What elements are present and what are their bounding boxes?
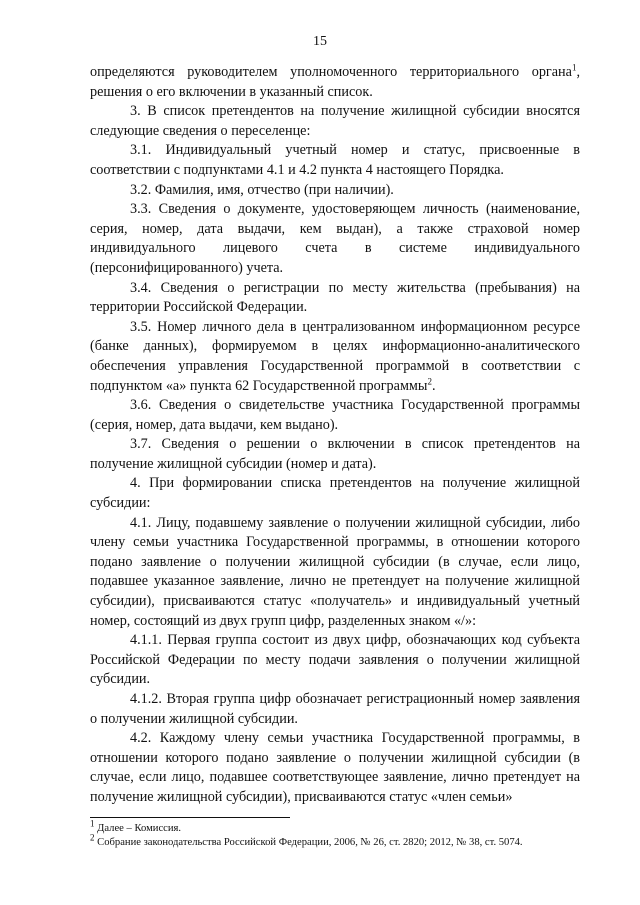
footnotes (90, 818, 580, 849)
paragraph-4-1: 4.1. Лицу, подавшему заявление о получении жилищной субсидии, либо члену семьи участника Государственной программы, в отношении которого подано заявление о получении жилищной субсидии (в случае, если лицо, подавшее указанное заявление, лично не претендует на получение жилищной субсидии), присваиваются статус «получатель» и индивидуальный учетный номер, состоящий из двух групп цифр, разделенных знаком «/»: (90, 514, 580, 629)
footnote-mark: 1 (90, 818, 95, 829)
paragraph-text: определяются руководителем уполномоченного территориального органа (90, 64, 572, 80)
paragraph-4-1-2: 4.1.2. Вторая группа цифр обозначает регистрационный номер заявления о получении жилищной субсидии. (90, 691, 580, 727)
paragraph-text: 3.5. Номер личного дела в централизованном информационном ресурсе (банке данных), формируемом в целях информационно-аналитического обеспечения управления Государственной программой в соответствии с подпунктом «а» пункта 62 Государственной программы (90, 318, 580, 394)
footnote-2 (90, 831, 580, 850)
footnote-text: Собрание законодательства Российской Федерации, 2006, № 26, ст. 2820; 2012, № 38, ст. 5074. (94, 836, 523, 848)
paragraph-4-1-1: 4.1.1. Первая группа состоит из двух цифр, обозначающих код субъекта Российской Федерации по месту подачи заявления о получении жилищной субсидии. (90, 632, 580, 688)
paragraph-3-3: 3.3. Сведения о документе, удостоверяющем личность (наименование, серия, номер, дата выдачи, кем выдан), а также страховой номер индивидуального лицевого счета в системе индивидуального (персонифицированного) учета. (90, 201, 580, 276)
paragraph-4-2: 4.2. Каждому члену семьи участника Государственной программы, в отношении которого подано заявление о получении жилищной субсидии (в случае, если лицо, подавшее соответствующее заявление, лично претендует на получение жилищной субсидии), присваиваются статус «член семьи» (90, 730, 580, 805)
paragraph-tail: , решения о его включении в указанный список. (90, 64, 580, 100)
paragraph-4: 4. При формировании списка претендентов на получение жилищной субсидии: (90, 475, 580, 512)
paragraph-3-2: 3.2. Фамилия, имя, отчество (при наличии). (130, 181, 394, 198)
paragraph-3-7: 3.7. Сведения о решении о включении в список претендентов на получение жилищной субсидии (номер и дата). (90, 436, 580, 472)
paragraph-tail: . (431, 377, 436, 394)
document-body (90, 63, 580, 808)
paragraph-continuation (90, 63, 580, 102)
paragraph-3: 3. В список претендентов на получение жилищной субсидии вносятся следующие сведения о переселенце: (90, 103, 580, 139)
paragraph-3-4: 3.4. Сведения о регистрации по месту жительства (пребывания) на территории Российской Федерации. (90, 279, 580, 316)
footnote-mark: 2 (90, 831, 95, 842)
footnote-divider (90, 817, 290, 818)
paragraph-3-6: 3.6. Сведения о свидетельстве участника Государственной программы (серия, номер, дата выдачи, кем выдано). (90, 397, 580, 433)
footnote-1 (90, 818, 580, 836)
footnote-text: Далее – Комиссия. (94, 823, 182, 834)
paragraph-3-1: 3.1. Индивидуальный учетный номер и статус, присвоенные в соответствии с подпунктами 4.1 и 4.2 пункта 4 настоящего Порядка. (90, 142, 580, 178)
paragraph-3-5 (90, 318, 580, 396)
footnote-ref-2: 2 (427, 375, 432, 386)
page-number: 15 (313, 34, 327, 49)
footnote-ref-1: 1 (571, 62, 577, 73)
